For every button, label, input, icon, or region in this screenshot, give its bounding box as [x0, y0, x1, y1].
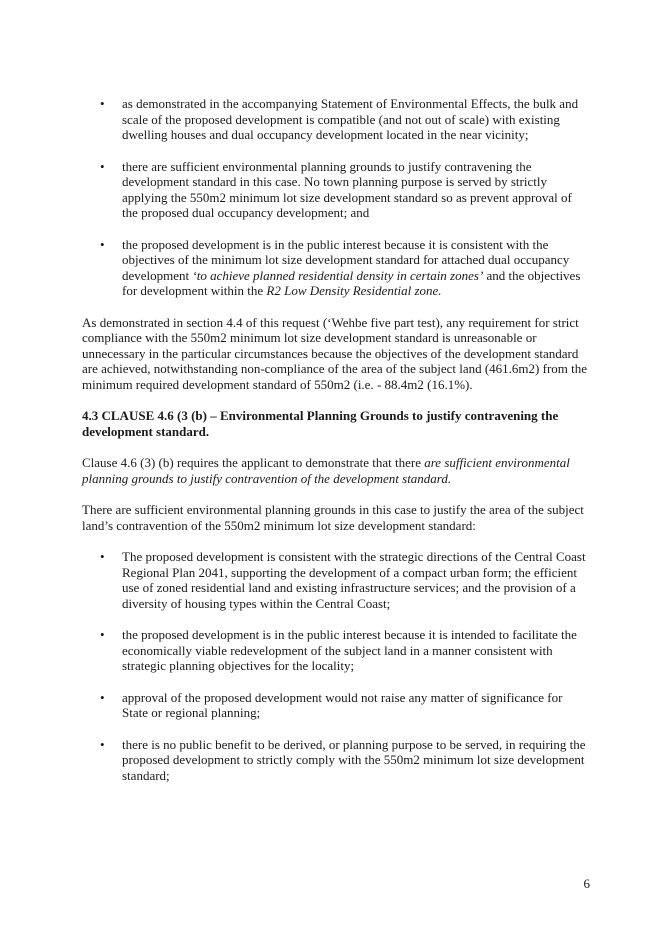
bullet-item: • there are sufficient environmental planning grounds to justify contravening the development standard in this case. No town planning purpose is served by strictly applying the 550m2 minimum lot size development standard so as prevent approval of the proposed dual occupancy development; and: [82, 159, 590, 221]
clause-text: Clause 4.6 (3) (b) requires the applicant to demonstrate that there: [82, 455, 425, 470]
clause-italic: are sufficient environmental planning grounds to justify contravention of the development standard.: [82, 455, 570, 486]
grounds-bullet-list: [82, 549, 590, 783]
grounds-paragraph: There are sufficient environmental planning grounds in this case to justify the area of the subject land’s contravention of the 550m2 minimum lot size development standard:: [82, 502, 584, 533]
bullet-item: • The proposed development is consistent with the strategic directions of the Central Coast Regional Plan 2041, supporting the development of a compact urban form; the efficient use of zoned residential land and existing infrastructure services; and the provision of a diversity of housing types within the Central Coast;: [82, 549, 590, 611]
bullet-item-public-interest: [82, 237, 590, 299]
page-number: 6: [583, 876, 590, 891]
objectives-bullet-list: [82, 96, 590, 299]
wehbe-paragraph: As demonstrated in section 4.4 of this request (‘Wehbe five part test), any requirement for strict compliance with the 550m2 minimum lot size development standard is unreasonable or unnecessary in the particular circumstances because the objectives of the development standard are achieved, notwithstanding non-compliance of the area of the subject land (461.6m2) from the minimum required development standard of 550m2 (i.e. - 88.4m2 (16.1%).: [82, 314, 588, 392]
bullet-italic-quote: ‘to achieve planned residential density in certain zones’: [192, 267, 484, 283]
bullet-text: and the objectives for development within the: [122, 267, 581, 298]
bullet-text: the proposed development is in the public interest because it is consistent with the objectives of the minimum lot size development standard for attached dual occupancy development: [122, 236, 570, 283]
section-heading: 4.3 CLAUSE 4.6 (3 (b) – Environmental Planning Grounds to justify contravening the development standard.: [82, 408, 559, 439]
bullet-item: • the proposed development is in the public interest because it is intended to facilitate the economically viable redevelopment of the subject land in a manner consistent with strategic planning objectives for the locality;: [82, 627, 590, 674]
bullet-item: • there is no public benefit to be derived, or planning purpose to be served, in requiring the proposed development to strictly comply with the 550m2 minimum lot size development standard;: [82, 737, 590, 784]
bullet-item: • as demonstrated in the accompanying Statement of Environmental Effects, the bulk and scale of the proposed development is compatible (and not out of scale) with existing dwelling houses and dual occupancy development located in the near vicinity;: [82, 96, 590, 143]
bullet-item: • approval of the proposed development would not raise any matter of significance for State or regional planning;: [82, 690, 590, 721]
clause-paragraph: [82, 455, 590, 486]
bullet-italic-zone: R2 Low Density Residential zone.: [266, 283, 442, 298]
